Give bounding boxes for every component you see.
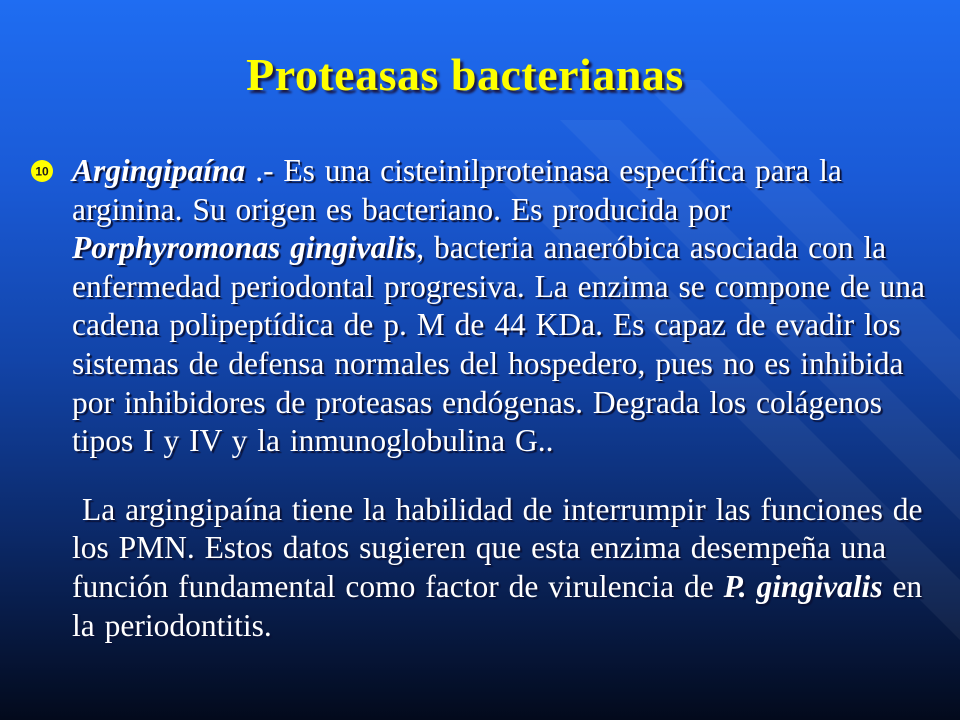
paragraph2-text-b: en la periodontitis.	[72, 568, 923, 643]
slide-title: Proteasas bacterianas	[246, 49, 684, 100]
paragraph1-text-b: , bacteria anaeróbica asociada con la enfermedad periodontal progresiva. La enzima se compone de una cadena polipeptídica de p. M de 44 KDa. Es capaz de evadir los sistemas de defensa normales del hospedero, pues no es inhibida por inhibidores de proteasas endógenas. Degrada los colágenos tipos I y IV y la inmunoglobulina G..	[72, 230, 926, 459]
circled-number-ten-icon	[30, 159, 54, 183]
svg-text:10: 10	[35, 164, 49, 179]
paragraph-argingipaina	[72, 152, 932, 461]
slide-body	[72, 152, 932, 645]
paragraph-pmn-function	[72, 491, 932, 645]
term-argingipaina: Argingipaína	[72, 153, 246, 188]
organism-name: Porphyromonas gingivalis	[72, 230, 417, 266]
organism-abbreviation: P. gingivalis	[723, 568, 883, 604]
paragraph2-text-a: La argingipaína tiene la habilidad de interrumpir las funciones de los PMN. Estos datos sugieren que esta enzima desempeña una función fundamental como factor de virulencia de	[72, 491, 923, 604]
paragraph1-text-a: .- Es una cisteinilproteinasa específica para la arginina. Su origen es bacteriano. Es producida por	[72, 153, 842, 227]
